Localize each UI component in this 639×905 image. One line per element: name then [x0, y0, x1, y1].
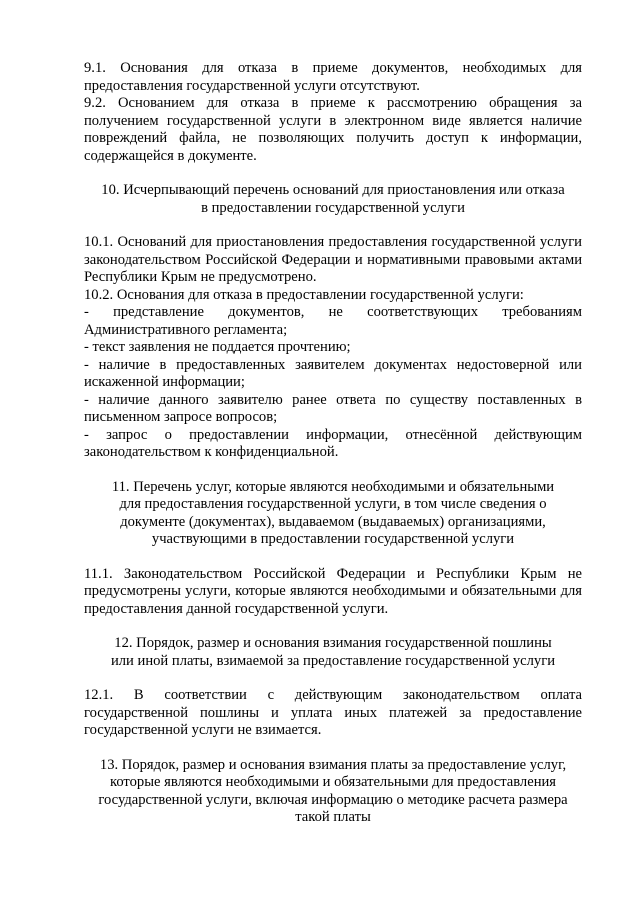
spacer: [84, 740, 582, 757]
heading-12: [84, 635, 582, 670]
heading-11-line-1: 11. Перечень услуг, которые являются необходимыми и обязательными: [111, 478, 555, 495]
heading-11-line-4: участвующими в предоставлении государственной услуги: [151, 531, 515, 547]
heading-11-line-3: документе (документах), выдаваемом (выдаваемых) организациями,: [120, 513, 546, 530]
heading-13-line-3: государственной услуги, включая информацию о методике расчета размера: [98, 791, 568, 808]
spacer: [84, 549, 582, 566]
heading-10-line-1: 10. Исчерпывающий перечень оснований для приостановления или отказа: [101, 182, 565, 198]
paragraph-10-1: 10.1. Оснований для приостановления предоставления государственной услуги законодательством Российской Федерации и нормативными правовыми актами Республики Крым не предусмотрено.: [84, 234, 582, 285]
spacer: [84, 670, 582, 687]
heading-12-line-2: или иной платы, взимаемой за предоставление государственной услуги: [110, 652, 556, 669]
list-item: - представление документов, не соответствующих требованиям Административного регламента;: [84, 304, 582, 338]
heading-11: [84, 479, 582, 549]
heading-13-line-4: такой платы: [295, 809, 371, 825]
heading-10-line-2: в предоставлении государственной услуги: [201, 199, 465, 216]
paragraph-9-1: 9.1. Основания для отказа в приеме документов, необходимых для предоставления государственной услуги отсутствуют.: [84, 60, 582, 94]
heading-11-line-2: для предоставления государственной услуги, в том числе сведения о: [119, 496, 547, 512]
paragraph-11-1: 11.1. Законодательством Российской Федерации и Республики Крым не предусмотрены услуги, которые являются необходимыми и обязательными для предоставления данной государственной услуги.: [84, 565, 582, 617]
paragraph-10-2: 10.2. Основания для отказа в предоставлении государственной услуги:: [84, 286, 524, 303]
heading-12-line-1: 12. Порядок, размер и основания взимания государственной пошлины: [114, 635, 552, 651]
heading-13: [84, 757, 582, 827]
heading-10: [84, 182, 582, 217]
heading-13-line-1: 13. Порядок, размер и основания взимания платы за предоставление услуг,: [99, 756, 567, 773]
heading-13-line-2: которые являются необходимыми и обязательными для предоставления: [109, 774, 557, 790]
spacer: [84, 462, 582, 479]
document-page: [84, 60, 582, 827]
list-item: - запрос о предоставлении информации, отнесённой действующим законодательством к конфиденциальной.: [84, 426, 582, 460]
list-item: - наличие в предоставленных заявителем документах недостоверной или искаженной информации;: [84, 356, 582, 390]
spacer: [84, 165, 582, 182]
list-item: - наличие данного заявителю ранее ответа по существу поставленных в письменном запросе вопросов;: [84, 391, 582, 425]
list-item: - текст заявления не поддается прочтению;: [84, 339, 351, 355]
paragraph-9-2: 9.2. Основанием для отказа в приеме к рассмотрению обращения за получением государственной услуги в электронном виде является наличие повреждений файла, не позволяющих получить доступ к информации, содержащейся в документе.: [84, 95, 582, 164]
spacer: [84, 618, 582, 635]
paragraph-12-1: 12.1. В соответствии с действующим законодательством оплата государственной пошлины и уплата иных платежей за предоставление государственной услуги не взимается.: [84, 687, 582, 738]
spacer: [84, 217, 582, 234]
